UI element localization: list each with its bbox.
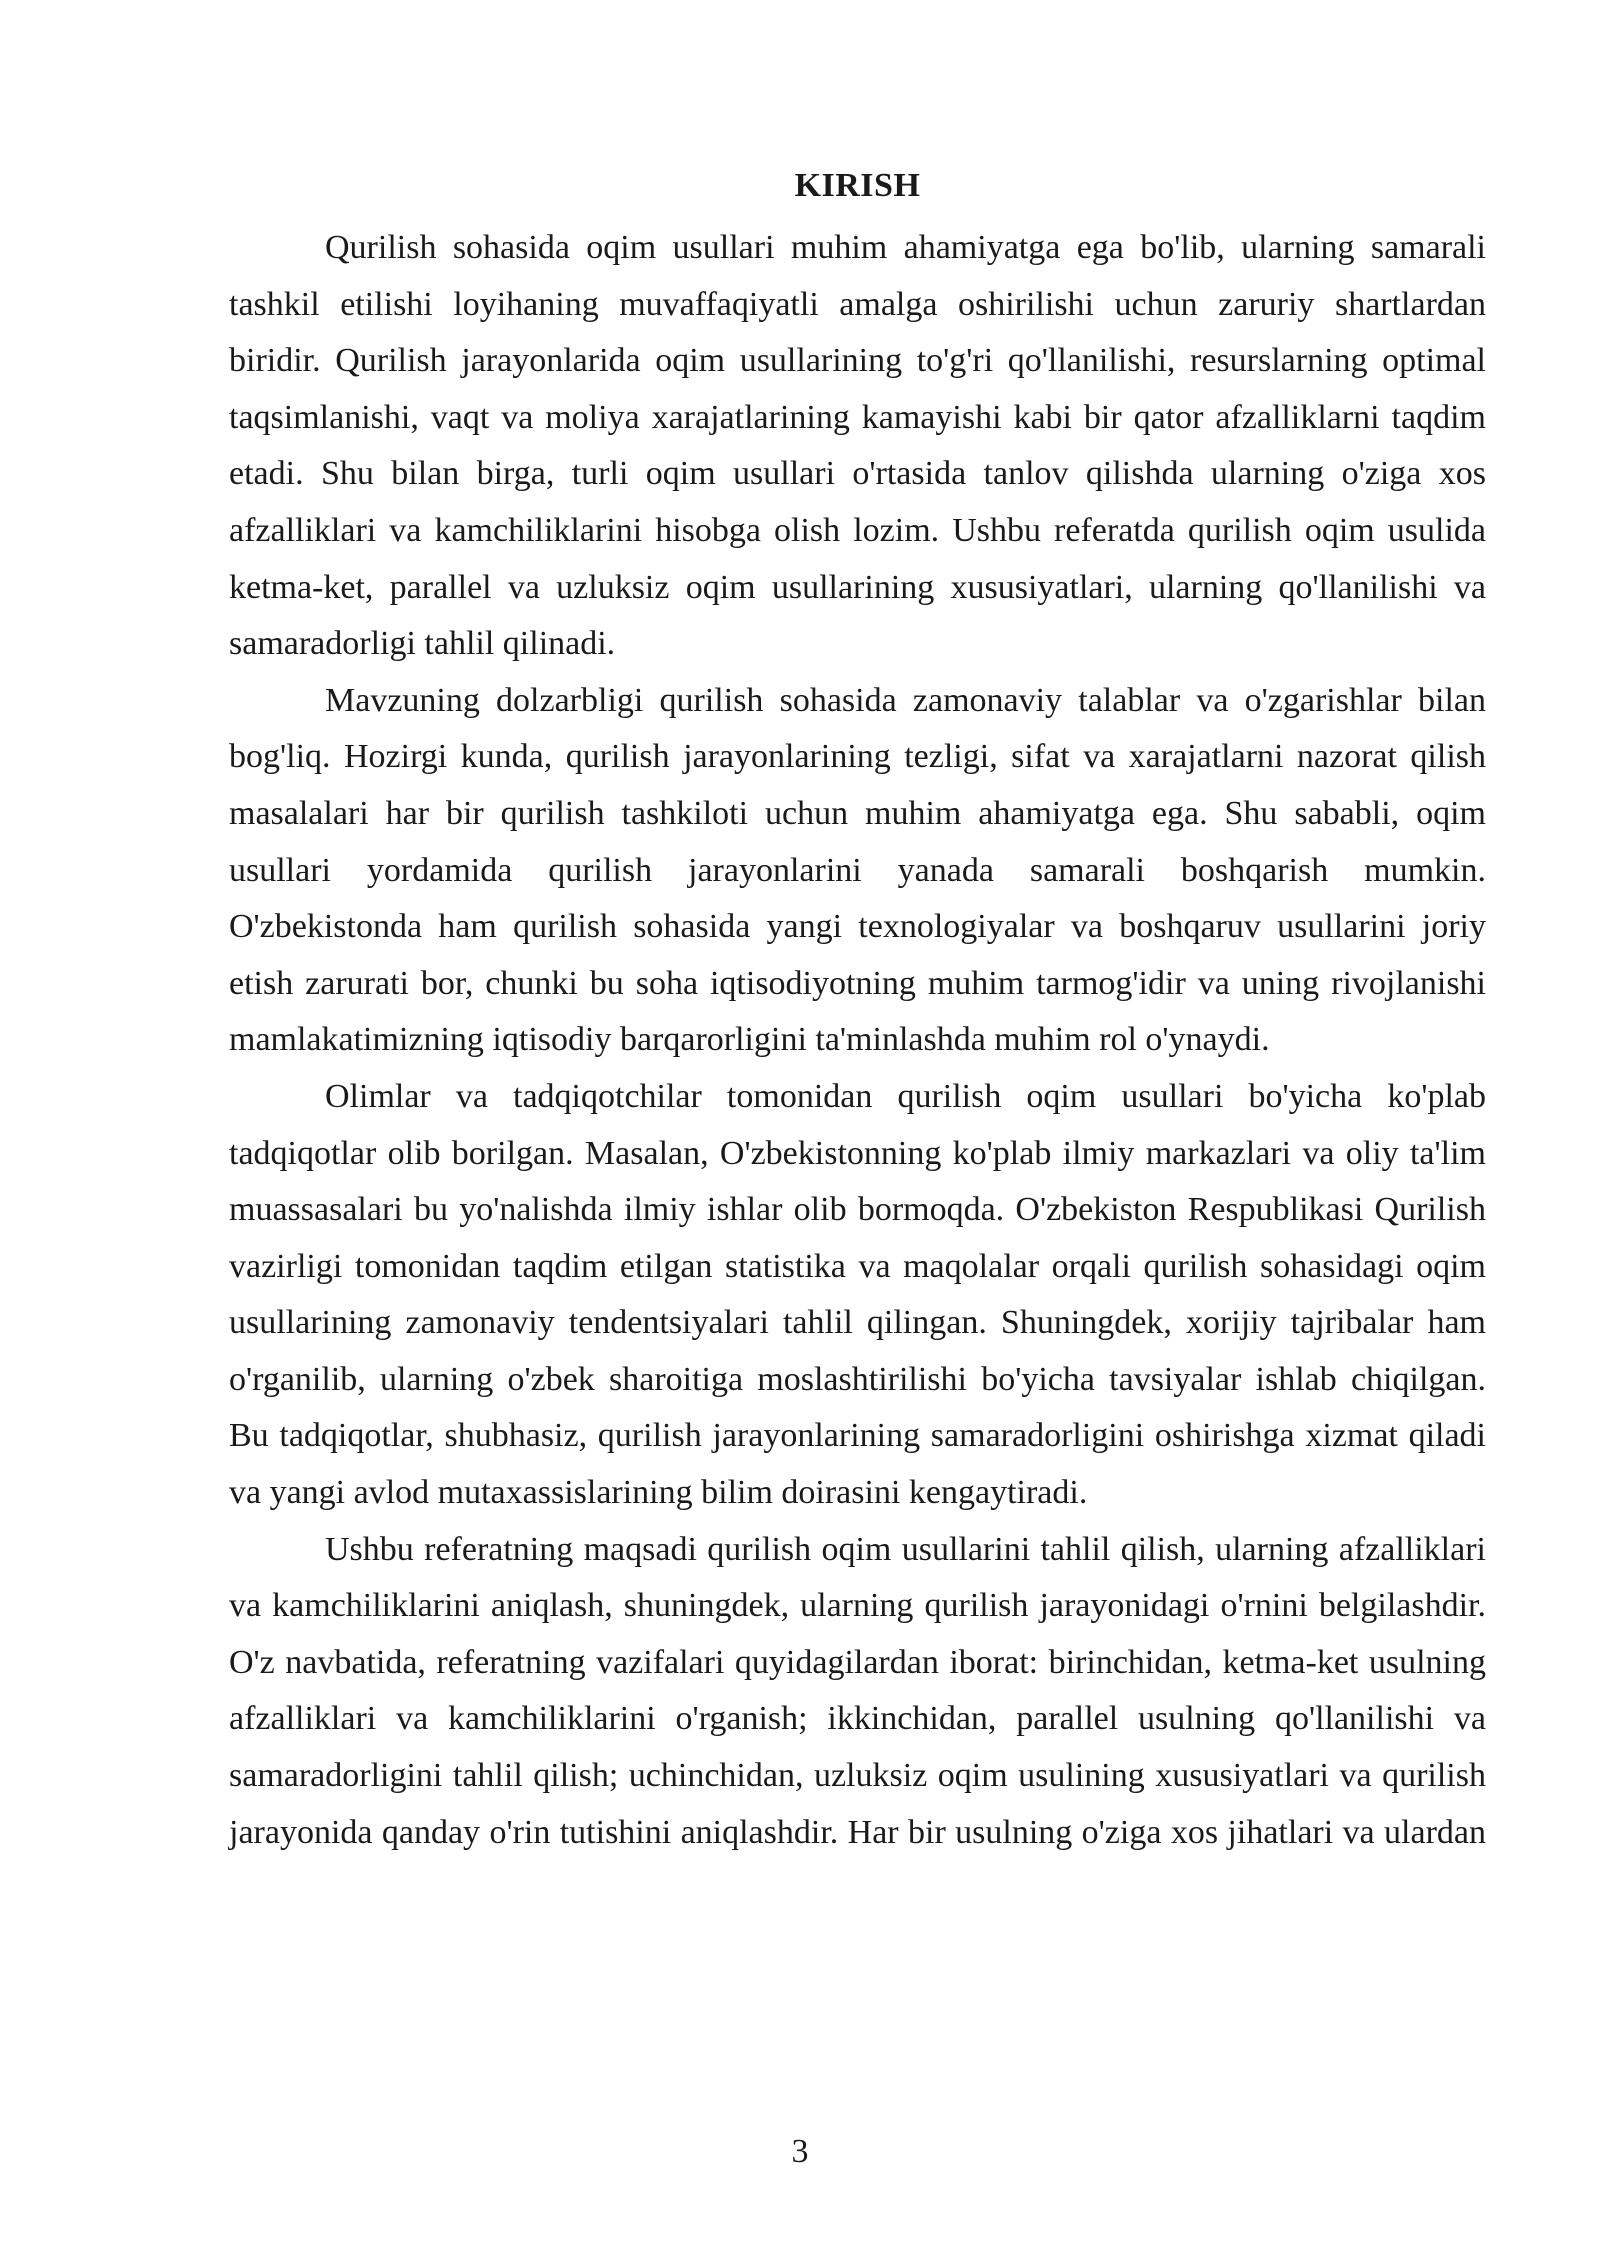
paragraph-relevance: Mavzuning dolzarbligi qurilish sohasida zamonaviy talablar va o'zgarishlar bilan bog'liq. Hozirgi kunda, qurilish jarayonlarining tezligi, sifat va xarajatlarni nazorat qilish masalalari har bir qurilish tashkiloti uchun muhim ahamiyatga ega. Shu sababli, oqim usullari yordamida qurilish jarayonlarini yanada samarali boshqarish mumkin. O'zbekistonda ham qurilish sohasida yangi texnologiyalar va boshqaruv usullarini joriy etish zarurati bor, chunki bu soha iqtisodiyotning muhim tarmog'idir va uning rivojlanishi mamlakatimizning iqtisodiy barqarorligini ta'minlashda muhim rol o'ynaydi. (229, 681, 1486, 1059)
paragraph-research: Olimlar va tadqiqotchilar tomonidan qurilish oqim usullari bo'yicha ko'plab tadqiqotlar olib borilgan. Masalan, O'zbekistonning ko'plab ilmiy markazlari va oliy ta'lim muassasalari bu yo'nalishda ilmiy ishlar olib bormoqda. O'zbekiston Respublikasi Qurilish vazirligi tomonidan taqdim etilgan statistika va maqolalar orqali qurilish sohasidagi oqim usullarining zamonaviy tendentsiyalari tahlil qilingan. Shuningdek, xorijiy tajribalar ham o'rganilib, ularning o'zbek sharoitiga moslashtirilishi bo'yicha tavsiyalar ishlab chiqilgan. Bu tadqiqotlar, shubhasiz, qurilish jarayonlarining samaradorligini oshirishga xizmat qiladi va yangi avlod mutaxassislarining bilim doirasini kengaytiradi. (229, 1077, 1486, 1512)
paragraph-introduction: Qurilish sohasida oqim usullari muhim ahamiyatga ega bo'lib, ularning samarali tashkil etilishi loyihaning muvaffaqiyatli amalga oshirilishi uchun zaruriy shartlardan biridir. Qurilish jarayonlarida oqim usullarining to'g'ri qo'llanilishi, resurslarning optimal taqsimlanishi, vaqt va moliya xarajatlarining kamayishi kabi bir qator afzalliklarni taqdim etadi. Shu bilan birga, turli oqim usullari o'rtasida tanlov qilishda ularning o'ziga xos afzalliklari va kamchiliklarini hisobga olish lozim. Ushbu referatda qurilish oqim usulida ketma-ket, parallel va uzluksiz oqim usullarining xususiyatlari, ularning qo'llanilishi va samaradorligi tahlil qilinadi. (229, 229, 1486, 663)
page-content (229, 158, 1486, 1861)
page-number: 3 (791, 2133, 809, 2170)
section-title: KIRISH (794, 167, 921, 204)
paragraph-goals: Ushbu referatning maqsadi qurilish oqim usullarini tahlil qilish, ularning afzalliklari va kamchiliklarini aniqlash, shuningdek, ularning qurilish jarayonidagi o'rnini belgilashdir. O'z navbatida, referatning vazifalari quyidagilardan iborat: birinchidan, ketma-ket usulning afzalliklari va kamchiliklarini o'rganish; ikkinchidan, parallel usulning qo'llanilishi va samaradorligini tahlil qilish; uchinchidan, uzluksiz oqim usulining xususiyatlari va qurilish jarayonida qanday o'rin tutishini aniqlashdir. Har bir usulning o'ziga xos jihatlari va ulardan (229, 1530, 1486, 1851)
